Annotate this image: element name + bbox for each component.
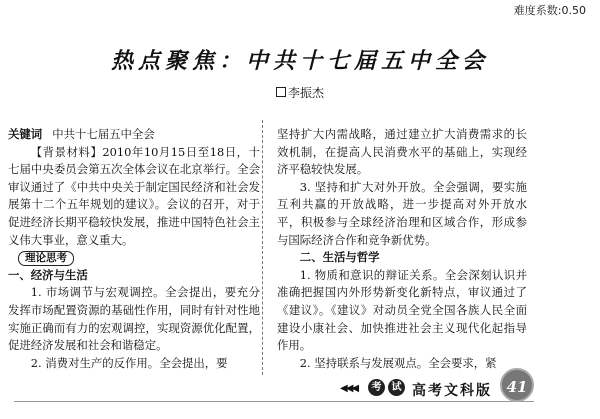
section-banner-line xyxy=(8,249,260,267)
test-tag-icon: 试 xyxy=(388,379,405,396)
right-column xyxy=(277,126,527,372)
exam-tag-icon: 考 xyxy=(368,379,385,396)
column-divider xyxy=(262,120,263,375)
subhead-philosophy: 二、生活与哲学 xyxy=(299,250,380,265)
triangle-arrows-icon: ◀◀◀ xyxy=(340,383,358,394)
paragraph-market-regulation: 1. 市场调节与宏观调控。全会提出，要充分发挥市场配置资源的基础性作用，同时有针对性地实施正确而有力的宏观调控，实现资源优化配置，促进经济发展和社会和谐稳定。 xyxy=(8,285,260,353)
footer-rule xyxy=(14,401,534,402)
keywords-text: 中共十七届五中全会 xyxy=(52,127,155,141)
magazine-name: 高考文科版 xyxy=(412,383,492,399)
author-line xyxy=(0,84,600,101)
difficulty-coefficient: 难度系数:0.50 xyxy=(513,4,586,17)
section-banner: 理论思考 xyxy=(18,251,74,266)
keywords-label: 关键词 xyxy=(8,127,43,141)
background-paragraph: 【背景材料】2010年10月15日至18日，十七届中央委员会第五次全体会议在北京举行。全会审议通过了《中共中央关于制定国民经济和社会发展第十二个五年规划的建议》。会议的召开，对于促进经济长期平稳较快发展，推进中国特色社会主义伟大事业，意义重大。 xyxy=(8,144,260,247)
paragraph-consumption-cont: 坚持扩大内需战略，通过建立扩大消费需求的长效机制，在提高人民消费水平的基础上，实现经济平稳较快发展。 xyxy=(277,127,527,177)
paragraph-matter-consciousness: 1. 物质和意识的辩证关系。全会深刻认识并准确把握国内外形势新变化新特点，审议通过了《建议》。《建议》对动员全党全国各族人民全面建设小康社会、加快推进社会主义现代化起指导作用。 xyxy=(277,267,527,353)
page-number: 41 xyxy=(500,368,534,402)
keywords-line xyxy=(8,126,260,144)
author-name: 李振杰 xyxy=(287,86,324,100)
author-box-icon xyxy=(276,87,286,97)
page-footer xyxy=(340,378,540,400)
paragraph-opening-up: 3. 坚持和扩大对外开放。全会强调，要实施互利共赢的开放战略，进一步提高对外开放水平，积极参与全球经济治理和区域合作，形成参与国际经济合作和竞争新优势。 xyxy=(277,179,527,247)
article-title: 热点聚焦：中共十七届五中全会 xyxy=(110,48,489,74)
subhead-economics: 一、经济与生活 xyxy=(8,267,88,282)
paragraph-consumption: 2. 消费对生产的反作用。全会提出，要 xyxy=(30,355,228,370)
left-column xyxy=(8,126,260,372)
paragraph-connection-development: 2. 坚持联系与发展观点。全会要求，紧 xyxy=(299,355,497,370)
